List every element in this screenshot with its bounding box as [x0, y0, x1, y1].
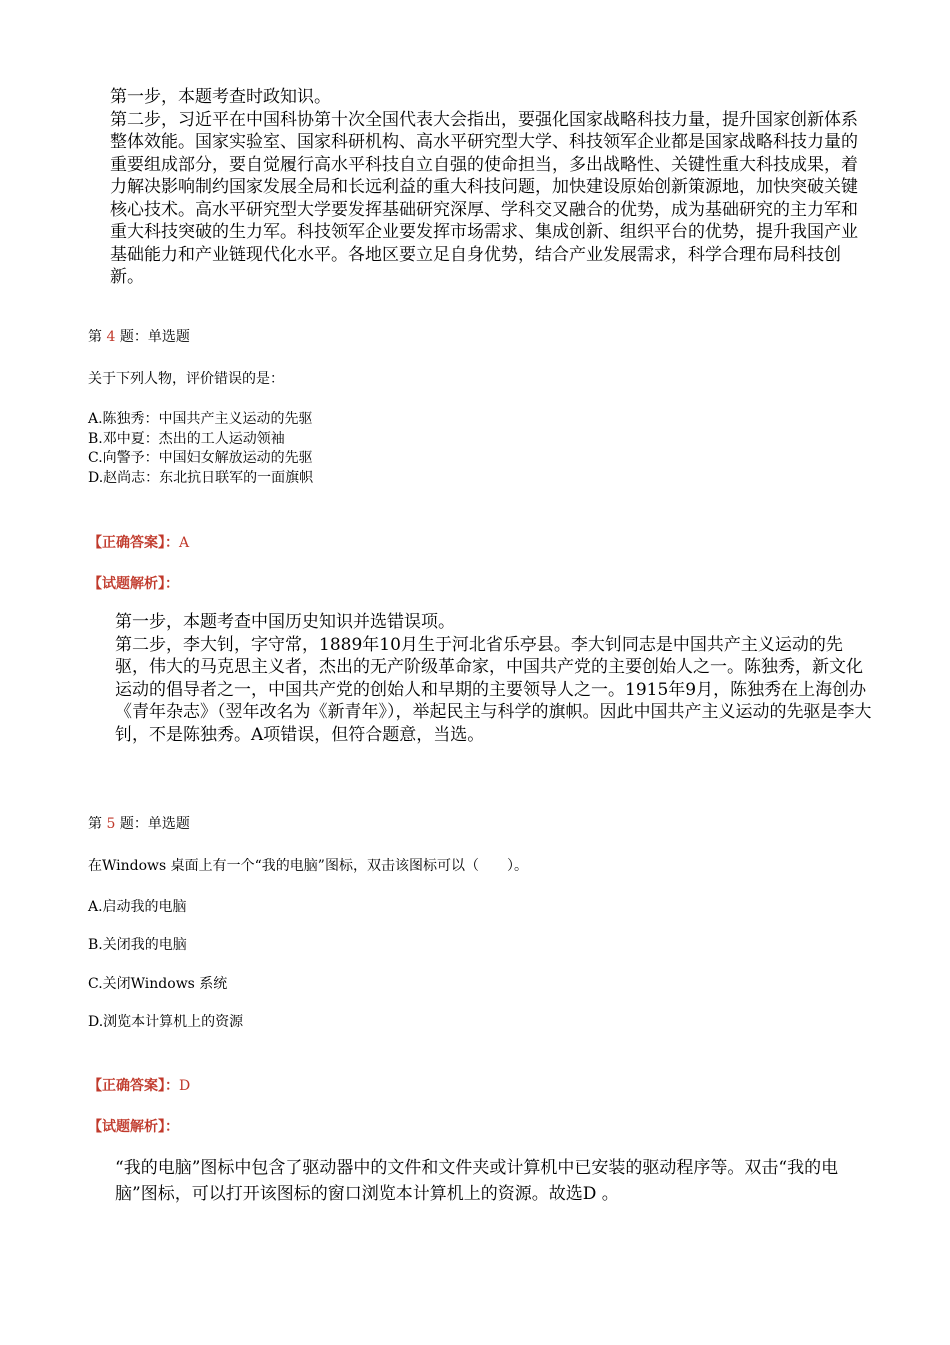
q4-answer-label: 【正确答案】：	[88, 535, 179, 551]
q5-answer-label: 【正确答案】：	[88, 1078, 179, 1094]
q4-prefix: 第	[88, 329, 102, 345]
q4-analysis-label	[88, 575, 179, 593]
q5-answer-value: D	[179, 1078, 191, 1094]
q5-answer	[88, 1077, 190, 1095]
q5-type: 题：单选题	[119, 816, 190, 832]
q4-options	[88, 410, 313, 488]
q3-analysis-step2: 第二步，习近平在中国科协第十次全国代表大会指出，要强化国家战略科技力量，提升国家创新体系整体效能。国家实验室、国家科研机构、高水平研究型大学、科技领军企业都是国家战略科技力量的重要组成部分，要自觉履行高水平科技自立自强的使命担当，多出战略性、关键性重大科技成果，着力解决影响制约国家发展全局和长远利益的重大科技问题，加快建设原始创新策源地，加快突破关键核心技术。高水平研究型大学要发挥基础研究深厚、学科交叉融合的优势，成为基础研究的主力军和重大科技突破的生力军。科技领军企业要发挥市场需求、集成创新、组织平台的优势，提升我国产业基础能力和产业链现代化水平。各地区要立足自身优势，结合产业发展需求，科学合理布局科技创新。	[110, 109, 858, 287]
q4-option-a: A.陈独秀：中国共产主义运动的先驱	[88, 411, 313, 427]
q4-analysis-label-text: 【试题解析】：	[88, 576, 179, 592]
q5-analysis-text: “我的电脑”图标中包含了驱动器中的文件和文件夹或计算机中已安装的驱动程序等。双击“我的电脑”图标，可以打开该图标的窗口浏览本计算机上的资源。故选D 。	[115, 1158, 839, 1204]
q4-analysis-step2: 第二步，李大钊，字守常，1889年10月生于河北省乐亭县。李大钊同志是中国共产主义运动的先驱，伟大的马克思主义者，杰出的无产阶级革命家，中国共产党的主要创始人之一。陈独秀，新文化运动的倡导者之一，中国共产党的创始人和早期的主要领导人之一。1915年9月，陈独秀在上海创办《青年杂志》（翌年改名为《新青年》），举起民主与科学的旗帜。因此中国共产主义运动的先驱是李大钊，不是陈独秀。A项错误，但符合题意，当选。	[115, 634, 872, 745]
q5-stem: 在Windows 桌面上有一个“我的电脑”图标，双击该图标可以（ ）。	[88, 858, 528, 874]
q4-option-c: C.向警予：中国妇女解放运动的先驱	[88, 450, 313, 466]
q4-answer	[88, 534, 189, 552]
q5-option-b: B.关闭我的电脑	[88, 937, 187, 953]
q5-option-d: D.浏览本计算机上的资源	[88, 1014, 244, 1030]
q4-stem: 关于下列人物，评价错误的是：	[88, 371, 284, 387]
q3-analysis-step1: 第一步，本题考查时政知识。	[110, 87, 331, 107]
q4-type: 题：单选题	[119, 329, 190, 345]
q4-analysis	[115, 611, 875, 746]
q5-analysis-label	[88, 1118, 179, 1136]
q5-prefix: 第	[88, 816, 102, 832]
q4-option-b: B.邓中夏：杰出的工人运动领袖	[88, 430, 285, 447]
q5-option-a: A.启动我的电脑	[88, 899, 187, 915]
q4-option-d: D.赵尚志：东北抗日联军的一面旗帜	[88, 469, 314, 486]
q4-answer-value: A	[179, 535, 190, 551]
q5-number: 5	[106, 816, 116, 832]
q4-header	[88, 328, 190, 346]
q5-header	[88, 815, 190, 833]
q4-number: 4	[106, 329, 116, 345]
q5-analysis-label-text: 【试题解析】：	[88, 1119, 179, 1135]
q5-option-c: C.关闭Windows 系统	[88, 976, 228, 992]
q4-analysis-step1: 第一步，本题考查中国历史知识并选错误项。	[115, 612, 455, 632]
q3-analysis	[110, 86, 860, 289]
q5-analysis	[115, 1155, 875, 1207]
